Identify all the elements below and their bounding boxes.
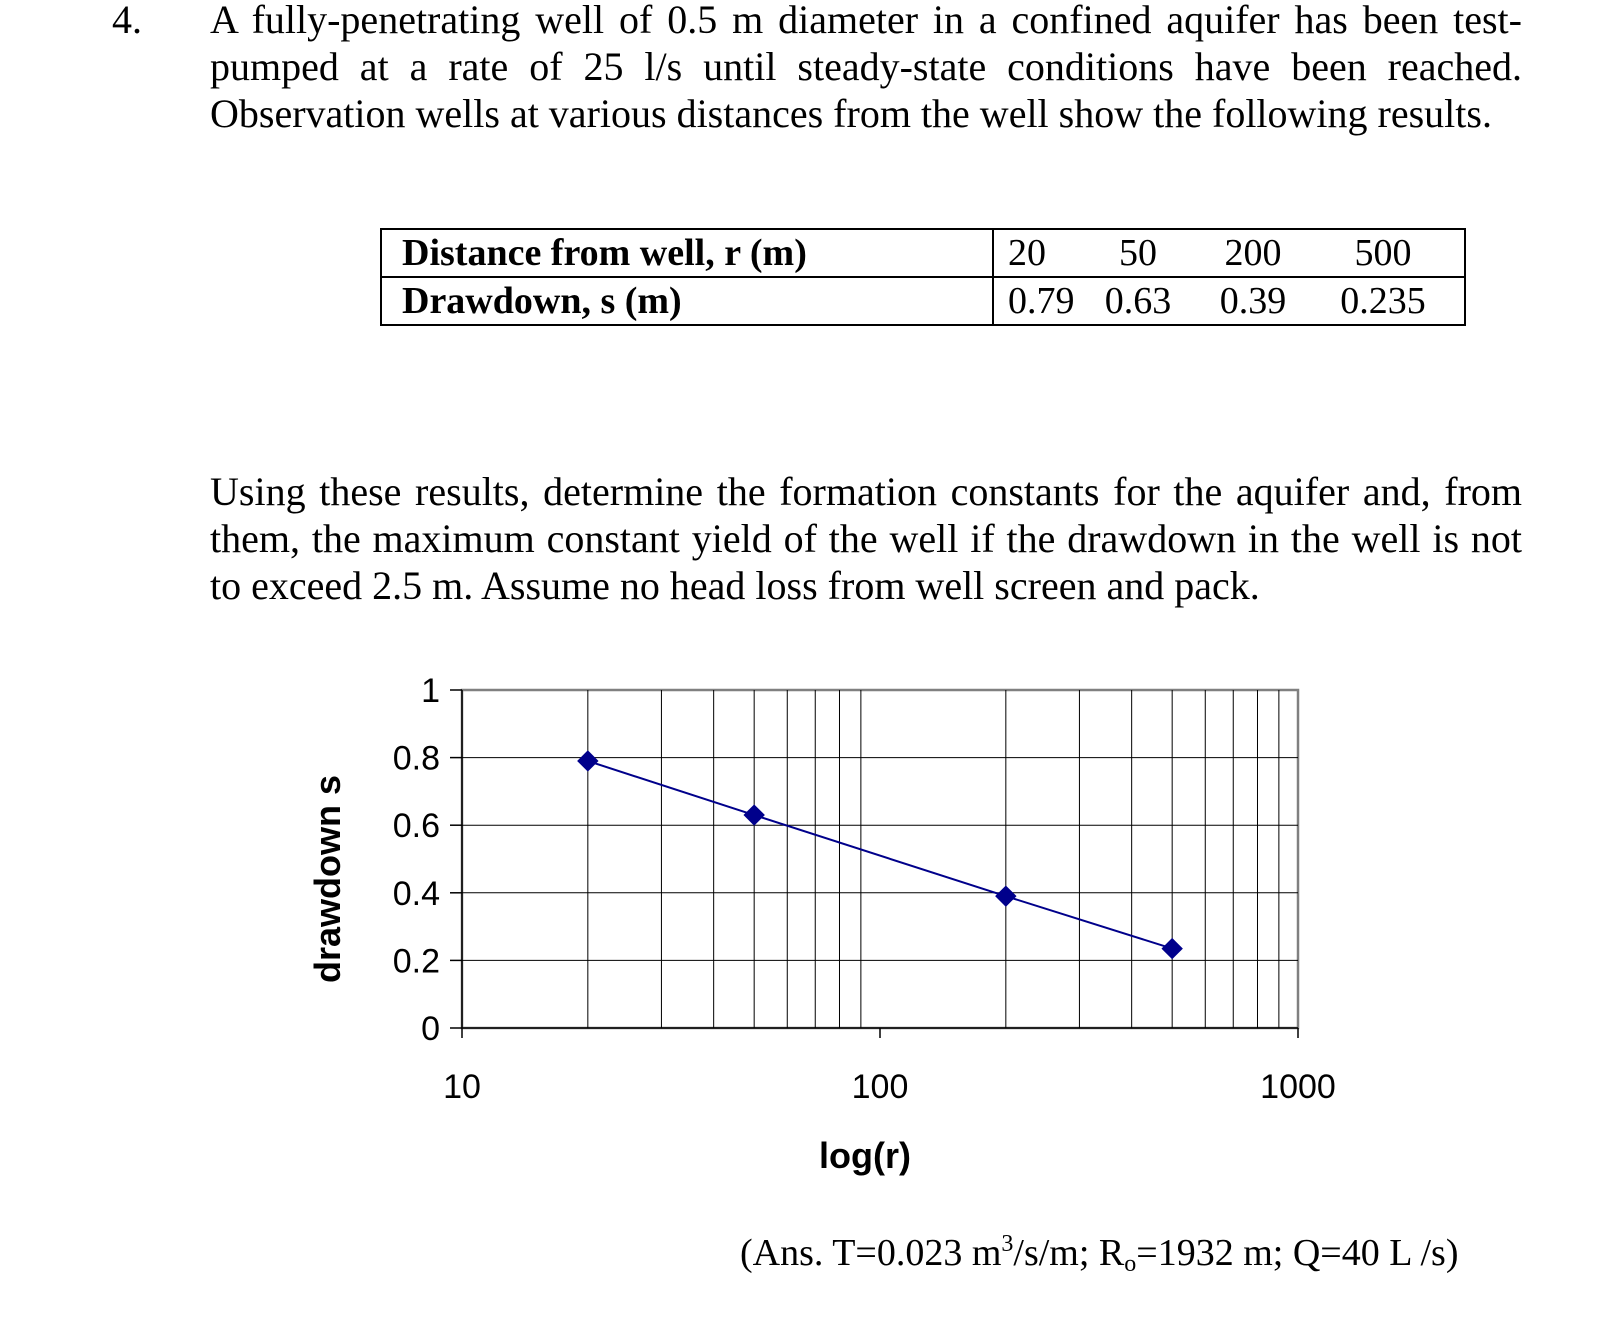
table-cell: 50 (1119, 232, 1157, 274)
y-tick-label: 0.6 (392, 807, 440, 846)
row-label-distance: Distance from well, r (m) (381, 229, 993, 277)
table-cell: 500 (1354, 232, 1412, 274)
table-cell: 0.39 (1219, 280, 1287, 322)
table-row (381, 277, 1465, 325)
x-axis-label: log(r) (819, 1135, 911, 1176)
question-instructions: Using these results, determine the formation constants for the aquifer and, from them, the maximum constant yield of the well if the drawdown in the well is not to exceed 2.5 m. Assume no head loss from well screen and pack. (210, 469, 1522, 608)
question-intro: A fully-penetrating well of 0.5 m diameter in a confined aquifer has been test-pumped at a rate of 25 l/s until steady-state conditions have been reached. Observation wells at various distances from the well show the following results. (210, 0, 1522, 136)
data-table (380, 228, 1466, 326)
table-cell: 200 (1224, 232, 1282, 274)
y-tick-label: 0.4 (392, 874, 440, 913)
x-tick-label: 100 (851, 1068, 909, 1106)
table-cell: 0.235 (1340, 280, 1426, 322)
row-label-drawdown: Drawdown, s (m) (381, 277, 993, 325)
question-number: 4. (112, 0, 142, 42)
drawdown-chart (280, 660, 1360, 1176)
y-tick-label: 0.8 (392, 739, 440, 778)
y-tick-label: 1 (421, 672, 440, 710)
table-row (381, 229, 1465, 277)
y-tick-label: 0.2 (392, 942, 440, 981)
table-cell: 0.63 (1104, 280, 1172, 322)
x-tick-label: 1000 (1260, 1068, 1336, 1106)
y-tick-label: 0 (421, 1010, 440, 1048)
table-cell: 0.79 (1008, 280, 1075, 322)
answer-text: (Ans. T=0.023 $m^3/s/m$; $R_o=1932$ m; Q=40 L /s) (740, 1231, 1459, 1277)
y-axis-label: drawdown s (307, 774, 348, 984)
table-cell: 20 (1008, 232, 1046, 274)
x-tick-label: 10 (443, 1068, 481, 1106)
